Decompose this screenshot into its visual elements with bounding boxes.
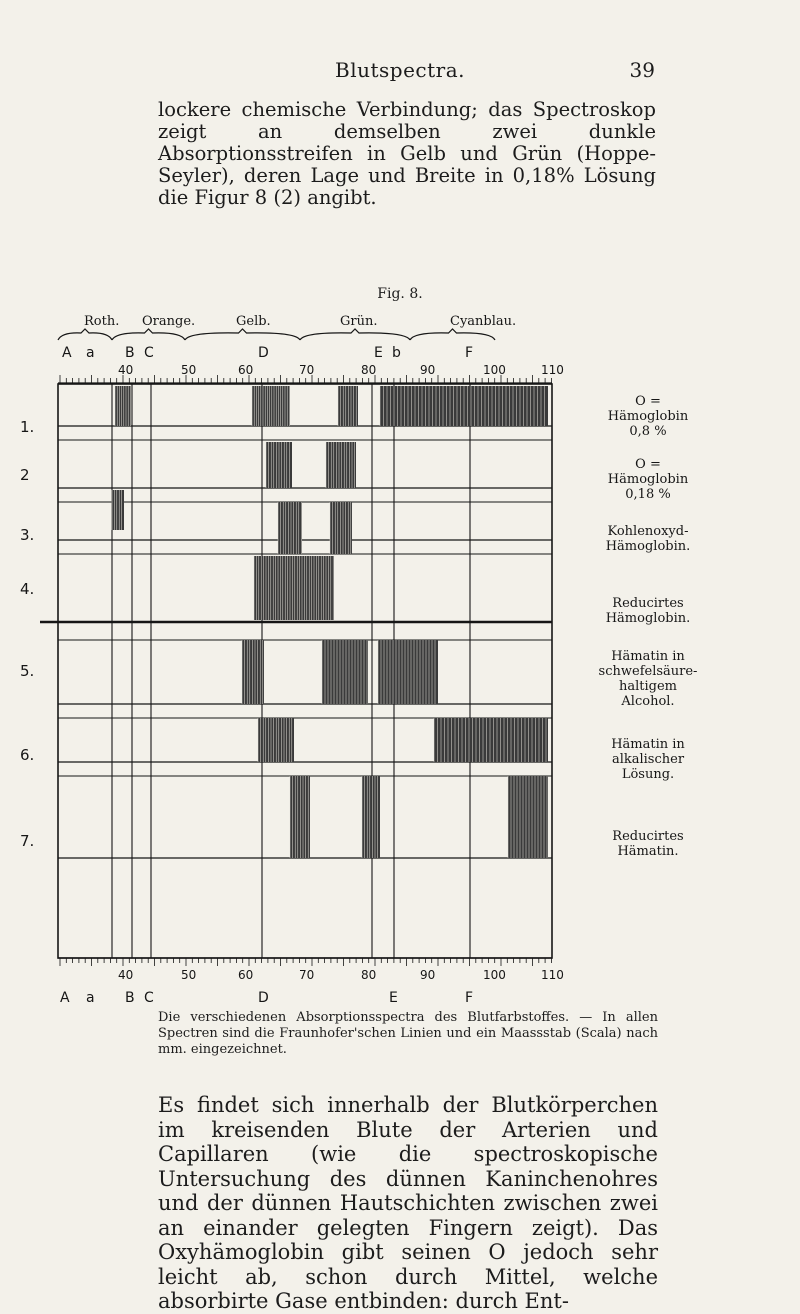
fraunhofer-letter-top: A	[62, 345, 72, 361]
fraunhofer-letter-bottom: E	[389, 990, 398, 1006]
color-region-brace	[185, 329, 300, 340]
absorption-band	[242, 640, 264, 704]
scale-tick-label-top: 100	[483, 363, 506, 377]
fraunhofer-letter-bottom: D	[258, 990, 269, 1006]
row-label-line: haltigem	[618, 679, 678, 694]
absorption-band	[326, 442, 356, 488]
fraunhofer-letter-bottom: a	[86, 990, 95, 1006]
fraunhofer-letter-top: E	[374, 345, 383, 361]
row-label-line: Hämoglobin	[607, 472, 689, 487]
row-number: 6.	[20, 746, 35, 764]
running-title: Blutspectra.	[335, 58, 465, 82]
color-region-brace	[112, 329, 185, 340]
color-region-label: Cyanblau.	[450, 314, 517, 329]
row-label-line: alkalischer	[611, 752, 685, 767]
figure-caption: Die verschiedenen Absorptionsspectra des Blutfarbstoffes. — In allen Spectren sind die Fraunhofer'schen Linien und ein Maassstab (Scala) nach mm. eingezeichnet.	[158, 1010, 658, 1057]
fraunhofer-letter-top: D	[258, 345, 269, 361]
row-number: 5.	[20, 662, 35, 680]
row-number: 7.	[20, 832, 35, 850]
row-label-line: Lösung.	[621, 767, 675, 782]
scale-tick-label-bottom: 40	[118, 968, 134, 982]
row-number: 4.	[20, 580, 35, 598]
figure-label: Fig. 8.	[377, 286, 423, 302]
scale-tick-label-top: 40	[118, 363, 134, 377]
intro-text: lockere chemische Verbindung; das Spectroskop zeigt an demselben zwei dunkle Absorptionsstreifen in Gelb und Grün (Hoppe-Seyler), deren Lage und Breite in 0,18% Lösung die Figur 8 (2) angibt.	[158, 98, 656, 209]
scale-tick-label-top: 50	[181, 363, 197, 377]
fraunhofer-letter-top: b	[392, 345, 401, 361]
absorption-band	[252, 386, 290, 426]
absorption-band	[112, 490, 124, 530]
color-region-label: Grün.	[340, 314, 378, 329]
row-label	[611, 737, 685, 782]
scale-tick-label-top: 80	[361, 363, 377, 377]
row-label-line: Hämatin.	[617, 844, 679, 859]
scale-tick-label-top: 90	[420, 363, 436, 377]
row-number: 3.	[20, 526, 35, 544]
row-label-line: O =	[635, 457, 661, 472]
row-label	[612, 829, 683, 859]
fraunhofer-letter-bottom: F	[465, 990, 474, 1006]
color-region-label: Orange.	[142, 314, 196, 329]
row-label-line: Alcohol.	[621, 694, 675, 709]
row-label	[599, 649, 698, 709]
absorption-band	[290, 776, 310, 858]
fraunhofer-letter-bottom: C	[144, 990, 154, 1006]
row-label-line: 0,8 %	[629, 424, 667, 439]
fraunhofer-letter-bottom: B	[125, 990, 135, 1006]
scale-tick-label-bottom: 110	[541, 968, 564, 982]
scale-tick-label-bottom: 80	[361, 968, 377, 982]
scale-tick-label-bottom: 90	[420, 968, 436, 982]
color-region-brace	[410, 329, 495, 340]
scale-tick-label-bottom: 70	[299, 968, 315, 982]
fraunhofer-letter-top: C	[144, 345, 154, 361]
color-region-label: Roth.	[84, 314, 120, 329]
row-label-line: Hämatin in	[611, 737, 685, 752]
row-label-line: Kohlenoxyd-	[607, 524, 689, 539]
absorption-band	[278, 502, 302, 554]
row-label-line: Hämatin in	[611, 649, 685, 664]
row-label-line: Hämoglobin	[607, 409, 689, 424]
scale-tick-label-top: 60	[238, 363, 254, 377]
fraunhofer-letter-bottom: A	[60, 990, 70, 1006]
body-paragraph	[158, 1093, 658, 1314]
absorption-band	[338, 386, 358, 426]
row-label-line: schwefelsäure-	[598, 664, 698, 679]
row-label	[608, 394, 689, 439]
fraunhofer-letter-top: a	[86, 345, 95, 361]
row-label-line: Reducirtes	[612, 596, 684, 611]
color-region-label: Gelb.	[236, 314, 271, 329]
row-label-line: Hämoglobin.	[605, 611, 691, 626]
row-number: 2	[20, 466, 30, 484]
absorption-band	[330, 502, 352, 554]
body-text: Es findet sich innerhalb der Blutkörperchen im kreisenden Blute der Arterien und Capillaren (wie die spectroskopische Untersuchung des dünnen Kaninchenohres und der dünnen Hautschichten zwischen zwei an einander gelegten Fingern zeigt). Das Oxyhämoglobin gibt seinen O jedoch sehr leicht ab, schon durch Mittel, welche absorbirte Gase entbinden: durch Ent-	[158, 1093, 658, 1313]
page-number: 39	[629, 58, 655, 82]
row-label	[606, 524, 691, 554]
scale-tick-label-bottom: 50	[181, 968, 197, 982]
absorption-band	[434, 718, 548, 762]
row-label	[606, 596, 691, 626]
scale-tick-label-bottom: 100	[483, 968, 506, 982]
scale-tick-label-top: 70	[299, 363, 315, 377]
row-number: 1.	[20, 418, 35, 436]
color-region-brace	[58, 329, 112, 340]
fraunhofer-letter-top: F	[465, 345, 474, 361]
row-label	[608, 457, 689, 502]
row-label-line: Hämoglobin.	[605, 539, 691, 554]
row-label-line: O =	[635, 394, 661, 409]
color-region-brace	[300, 329, 410, 340]
scale-tick-label-bottom: 60	[238, 968, 254, 982]
row-label-line: 0,18 %	[625, 487, 671, 502]
row-label-line: Reducirtes	[612, 829, 684, 844]
fraunhofer-letter-top: B	[125, 345, 135, 361]
scale-tick-label-top: 110	[541, 363, 564, 377]
